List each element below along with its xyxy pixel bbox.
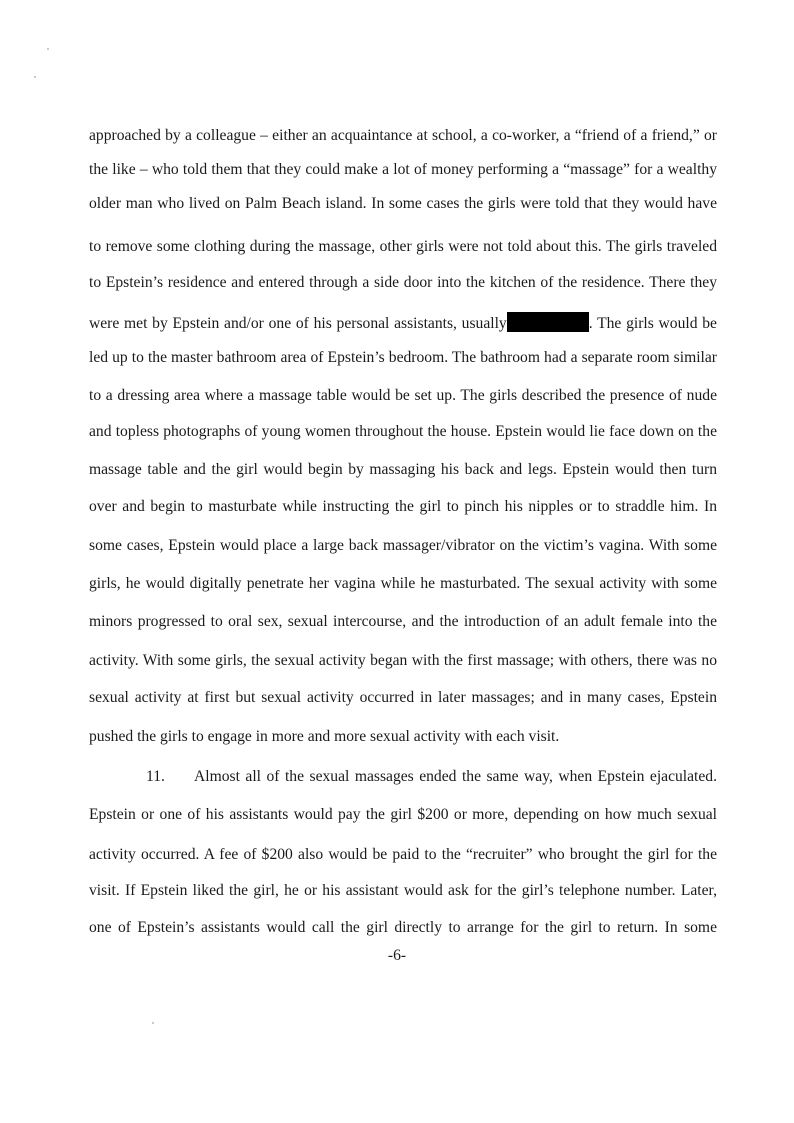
body-text-line: approached by a colleague – either an acquaintance at school, a co-worker, a “friend of a friend,” or bbox=[89, 127, 717, 144]
body-text-line: to a dressing area where a massage table would be set up. The girls described the presence of nude bbox=[89, 387, 717, 404]
body-text-line: some cases, Epstein would place a large back massager/vibrator on the victim’s vagina. With some bbox=[89, 537, 717, 554]
redacted-line-before: were met by Epstein and/or one of his personal assistants, usually bbox=[89, 315, 507, 332]
scan-speck bbox=[47, 48, 49, 50]
body-text-line: visit. If Epstein liked the girl, he or his assistant would ask for the girl’s telephone number. Later, bbox=[89, 882, 717, 899]
paragraph-number: 11. bbox=[146, 768, 165, 785]
body-text-line: girls, he would digitally penetrate her vagina while he masturbated. The sexual activity with some bbox=[89, 575, 717, 592]
body-text-line: to Epstein’s residence and entered through a side door into the kitchen of the residence. There they bbox=[89, 274, 717, 291]
body-text-line: sexual activity at first but sexual activity occurred in later massages; and in many cases, Epstein bbox=[89, 689, 717, 706]
paragraph-11-first-text: Almost all of the sexual massages ended the same way, when Epstein ejaculated. bbox=[194, 768, 717, 785]
body-text-line: one of Epstein’s assistants would call the girl directly to arrange for the girl to return. In some bbox=[89, 919, 717, 936]
body-text-line: the like – who told them that they could make a lot of money performing a “massage” for a wealthy bbox=[89, 161, 717, 178]
page-number: -6- bbox=[387, 947, 407, 964]
redaction-block bbox=[507, 312, 589, 332]
redacted-line-after: . The girls would be bbox=[588, 315, 717, 332]
body-text-line: over and begin to masturbate while instructing the girl to pinch his nipples or to straddle him. In bbox=[89, 498, 717, 515]
body-text-line: and topless photographs of young women throughout the house. Epstein would lie face down on the bbox=[89, 423, 717, 440]
body-text-line: older man who lived on Palm Beach island. In some cases the girls were told that they would have bbox=[89, 195, 717, 212]
body-text-line: minors progressed to oral sex, sexual intercourse, and the introduction of an adult female into the bbox=[89, 613, 717, 630]
body-text-line: led up to the master bathroom area of Epstein’s bedroom. The bathroom had a separate room similar bbox=[89, 349, 717, 366]
body-text-line: activity occurred. A fee of $200 also would be paid to the “recruiter” who brought the girl for the bbox=[89, 846, 717, 863]
scan-speck bbox=[152, 1022, 154, 1024]
body-text-line: massage table and the girl would begin by massaging his back and legs. Epstein would then turn bbox=[89, 461, 717, 478]
scan-speck bbox=[34, 76, 36, 78]
body-text-line-redacted bbox=[89, 312, 717, 334]
body-text-line: activity. With some girls, the sexual activity began with the first massage; with others, there was no bbox=[89, 652, 717, 669]
body-text-line: pushed the girls to engage in more and more sexual activity with each visit. bbox=[89, 728, 560, 745]
paragraph-11-first-line bbox=[146, 767, 717, 787]
body-text-line: to remove some clothing during the massage, other girls were not told about this. The girls traveled bbox=[89, 238, 717, 255]
body-text-line: Epstein or one of his assistants would pay the girl $200 or more, depending on how much sexual bbox=[89, 806, 717, 823]
